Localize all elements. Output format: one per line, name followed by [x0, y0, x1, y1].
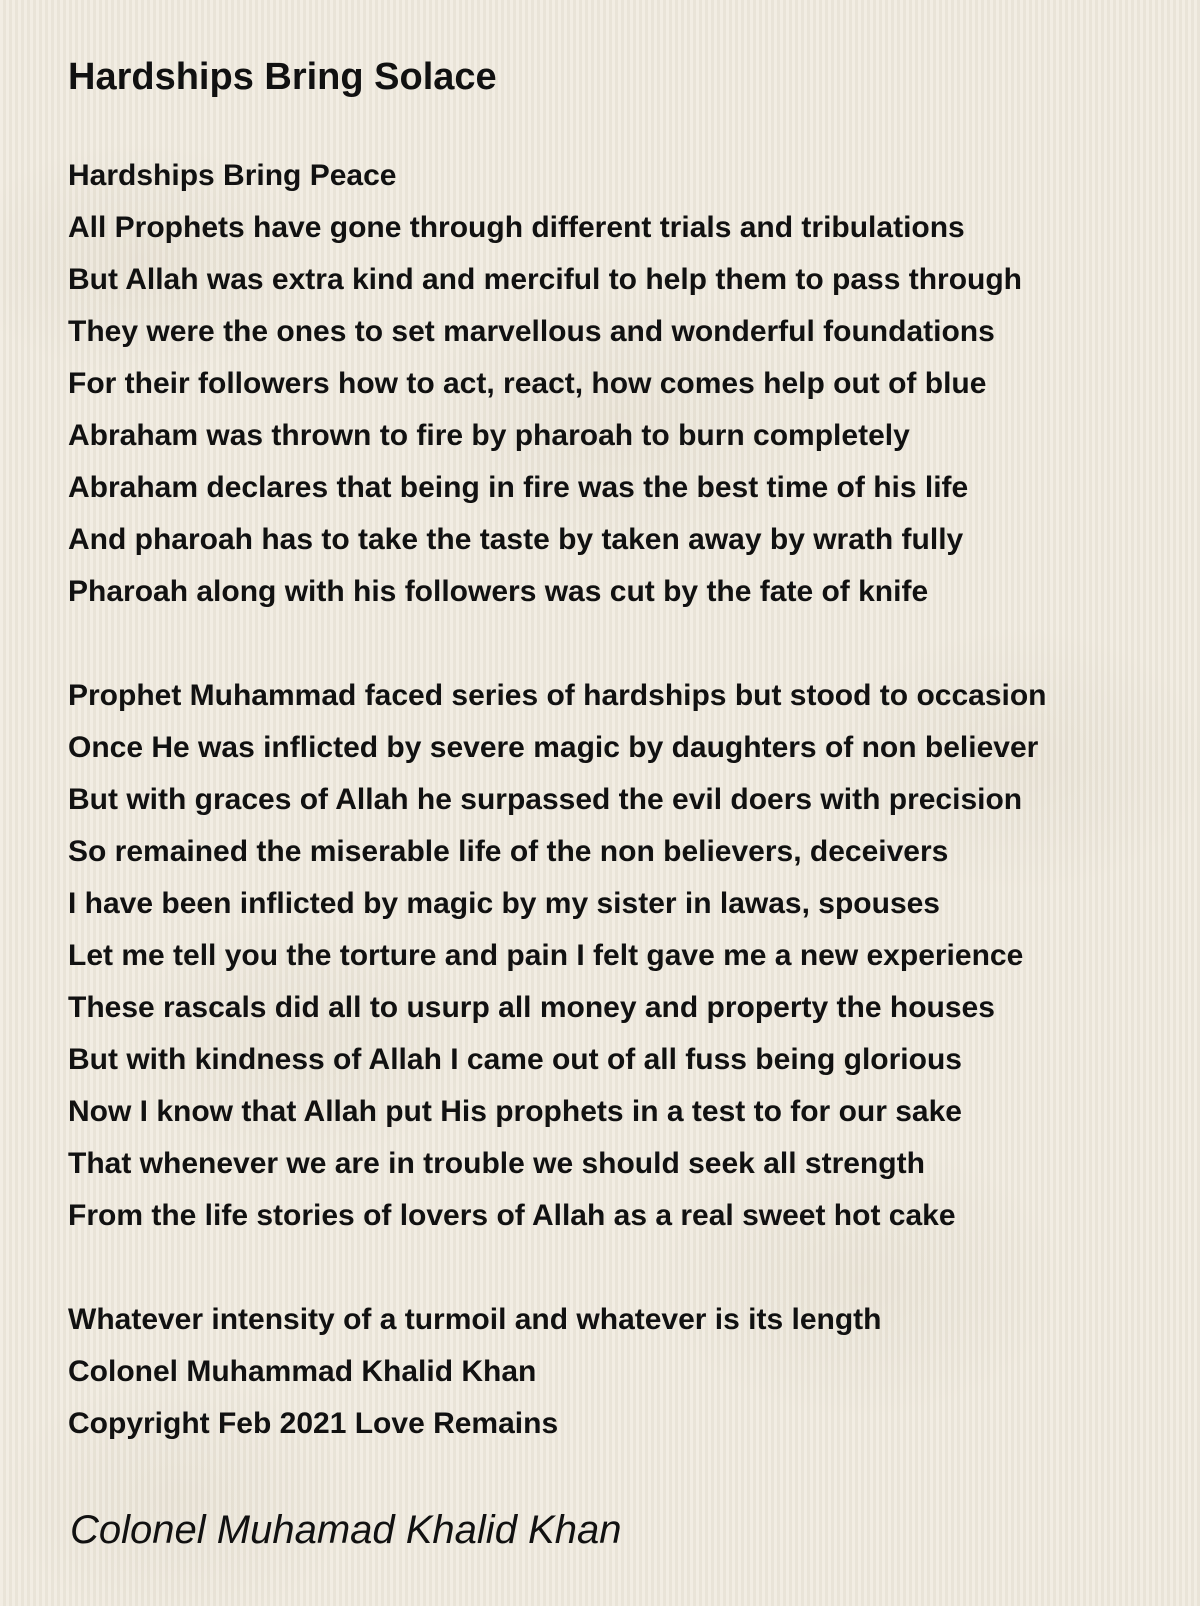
poem-line: So remained the miserable life of the non believers, deceivers	[68, 835, 949, 868]
poem-line: Once He was inflicted by severe magic by daughters of non believer	[68, 731, 1039, 764]
poem-line: Abraham declares that being in fire was the best time of his life	[68, 471, 969, 504]
poem-line: For their followers how to act, react, how comes help out of blue	[68, 367, 987, 400]
poem-line: From the life stories of lovers of Allah as a real sweet hot cake	[68, 1199, 956, 1232]
poem-line: They were the ones to set marvellous and wonderful foundations	[68, 315, 995, 348]
poem-line: Colonel Muhammad Khalid Khan	[68, 1355, 537, 1388]
stanza-3	[68, 1294, 1178, 1450]
poem-line: But with kindness of Allah I came out of all fuss being glorious	[68, 1043, 962, 1076]
stanza-2	[68, 670, 1178, 1242]
poem-line: Hardships Bring Peace	[68, 159, 397, 192]
poem-line: All Prophets have gone through different trials and tribulations	[68, 211, 965, 244]
author-signature: Colonel Muhamad Khalid Khan	[70, 1508, 622, 1552]
poem-line: These rascals did all to usurp all money and property the houses	[68, 991, 995, 1024]
poem-line: And pharoah has to take the taste by taken away by wrath fully	[68, 523, 964, 556]
poem-line: But Allah was extra kind and merciful to help them to pass through	[68, 263, 1023, 296]
poem-line: Whatever intensity of a turmoil and whatever is its length	[68, 1303, 882, 1336]
poem-line: Copyright Feb 2021 Love Remains	[68, 1407, 559, 1440]
poem-body	[68, 150, 1178, 1502]
poem-line: But with graces of Allah he surpassed the evil doers with precision	[68, 783, 1023, 816]
poem-line: Let me tell you the torture and pain I felt gave me a new experience	[68, 939, 1024, 972]
poem-line: Now I know that Allah put His prophets in a test to for our sake	[68, 1095, 962, 1128]
poem-line: That whenever we are in trouble we should seek all strength	[68, 1147, 925, 1180]
poem-title: Hardships Bring Solace	[68, 56, 497, 98]
poem-line: I have been inflicted by magic by my sister in lawas, spouses	[68, 887, 940, 920]
poem-line: Pharoah along with his followers was cut by the fate of knife	[68, 575, 929, 608]
stanza-1	[68, 150, 1178, 618]
poem-line: Abraham was thrown to fire by pharoah to burn completely	[68, 419, 910, 452]
poem-line: Prophet Muhammad faced series of hardships but stood to occasion	[68, 679, 1047, 712]
